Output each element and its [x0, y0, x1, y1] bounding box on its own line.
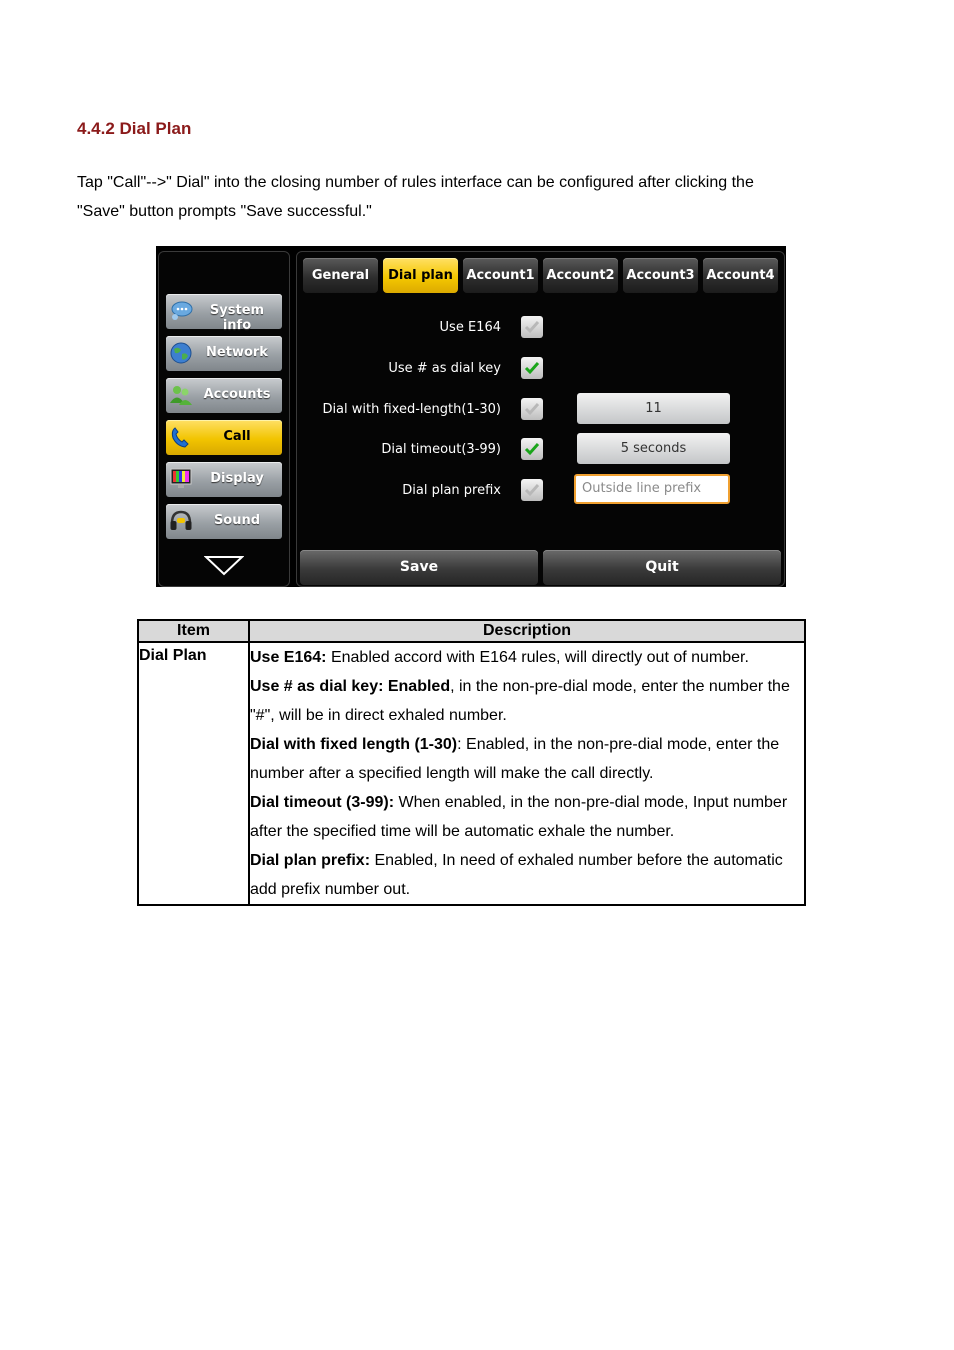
- description-cell: [249, 642, 805, 905]
- save-button[interactable]: Save: [300, 550, 538, 585]
- sidebar-item-display[interactable]: [166, 462, 282, 497]
- chat-bubble-icon: [169, 299, 193, 323]
- table-header-row: [138, 620, 805, 642]
- description-entry: [250, 846, 804, 904]
- sidebar-item-label: Sound: [213, 513, 261, 528]
- entry-term: Use E164:: [250, 649, 327, 666]
- intro-paragraph: [77, 168, 867, 226]
- use-hash-dial-key-label: Use # as dial key: [388, 361, 501, 376]
- fixed-length-label: Dial with fixed-length(1-30): [322, 402, 501, 417]
- table-row: [138, 642, 805, 905]
- dial-plan-prefix-checkbox[interactable]: [521, 479, 543, 501]
- sidebar-item-accounts[interactable]: [166, 378, 282, 413]
- fixed-length-input[interactable]: 11: [577, 393, 730, 424]
- scroll-down-arrow-icon[interactable]: [204, 554, 244, 581]
- entry-term: Dial with fixed length (1-30): [250, 736, 458, 753]
- sidebar-item-label: System info: [209, 303, 265, 333]
- entry-term: Use # as dial key: Enabled: [250, 678, 451, 695]
- sidebar-item-sound[interactable]: [166, 504, 282, 539]
- entry-text: Enabled accord with E164 rules, will directly out of number.: [326, 649, 749, 666]
- tab-account4[interactable]: Account4: [703, 258, 778, 293]
- item-cell: Dial Plan: [138, 642, 249, 905]
- sidebar-item-network[interactable]: [166, 336, 282, 371]
- dial-plan-panel: [296, 251, 785, 587]
- description-entry: [250, 788, 804, 846]
- dial-timeout-checkbox[interactable]: [521, 438, 543, 460]
- use-hash-dial-key-checkbox[interactable]: [521, 357, 543, 379]
- description-entry: [250, 730, 804, 788]
- sidebar-item-call[interactable]: [166, 420, 282, 455]
- tab-dial-plan[interactable]: Dial plan: [383, 258, 458, 293]
- tab-account3[interactable]: Account3: [623, 258, 698, 293]
- use-e164-checkbox[interactable]: [521, 316, 543, 338]
- sidebar-item-label: Display: [210, 471, 264, 486]
- fixed-length-checkbox[interactable]: [521, 398, 543, 420]
- monitor-icon: [169, 467, 193, 491]
- tab-account1[interactable]: Account1: [463, 258, 538, 293]
- description-entry: [250, 643, 804, 672]
- sidebar-item-label: Accounts: [203, 387, 271, 402]
- sidebar-item-label: Network: [206, 345, 268, 360]
- globe-icon: [169, 341, 193, 365]
- entry-text: Enabled, In need of exhaled number before the automatic add prefix number out.: [250, 852, 783, 898]
- users-icon: [169, 383, 193, 407]
- quit-button[interactable]: Quit: [543, 550, 781, 585]
- description-table: [137, 619, 806, 906]
- intro-line-1: Tap "Call"-->" Dial" into the closing number of rules interface can be configured after clicking the: [77, 174, 754, 191]
- dial-timeout-select[interactable]: 5 seconds: [577, 433, 730, 464]
- tab-account2[interactable]: Account2: [543, 258, 618, 293]
- description-column-header: Description: [249, 620, 805, 642]
- sidebar-item-label: Call: [223, 429, 251, 444]
- sidebar-item-system-info[interactable]: [166, 294, 282, 333]
- entry-text: When enabled, in the non-pre-dial mode, Input number after the specified time will be automatic exhale the number.: [250, 794, 788, 840]
- settings-sidebar: [158, 251, 290, 587]
- description-entry: [250, 672, 804, 730]
- intro-line-2: "Save" button prompts "Save successful.": [77, 203, 372, 220]
- dial-plan-prefix-input[interactable]: Outside line prefix: [574, 474, 730, 504]
- use-e164-label: Use E164: [439, 320, 501, 335]
- entry-term: Dial plan prefix:: [250, 852, 371, 869]
- entry-text: , in the non-pre-dial mode, enter the number the "#", will be in direct exhaled number.: [250, 678, 790, 724]
- phone-screenshot: [156, 246, 786, 587]
- dial-timeout-label: Dial timeout(3-99): [381, 442, 501, 457]
- item-column-header: Item: [138, 620, 249, 642]
- section-heading: 4.4.2 Dial Plan: [77, 119, 192, 138]
- entry-text: : Enabled, in the non-pre-dial mode, enter the number after a specified length will make the call directly.: [250, 736, 780, 782]
- entry-term: Dial timeout (3-99):: [250, 794, 395, 811]
- dial-plan-prefix-label: Dial plan prefix: [402, 483, 501, 498]
- tab-general[interactable]: General: [303, 258, 378, 293]
- phone-icon: [169, 425, 193, 449]
- headset-icon: [169, 509, 193, 533]
